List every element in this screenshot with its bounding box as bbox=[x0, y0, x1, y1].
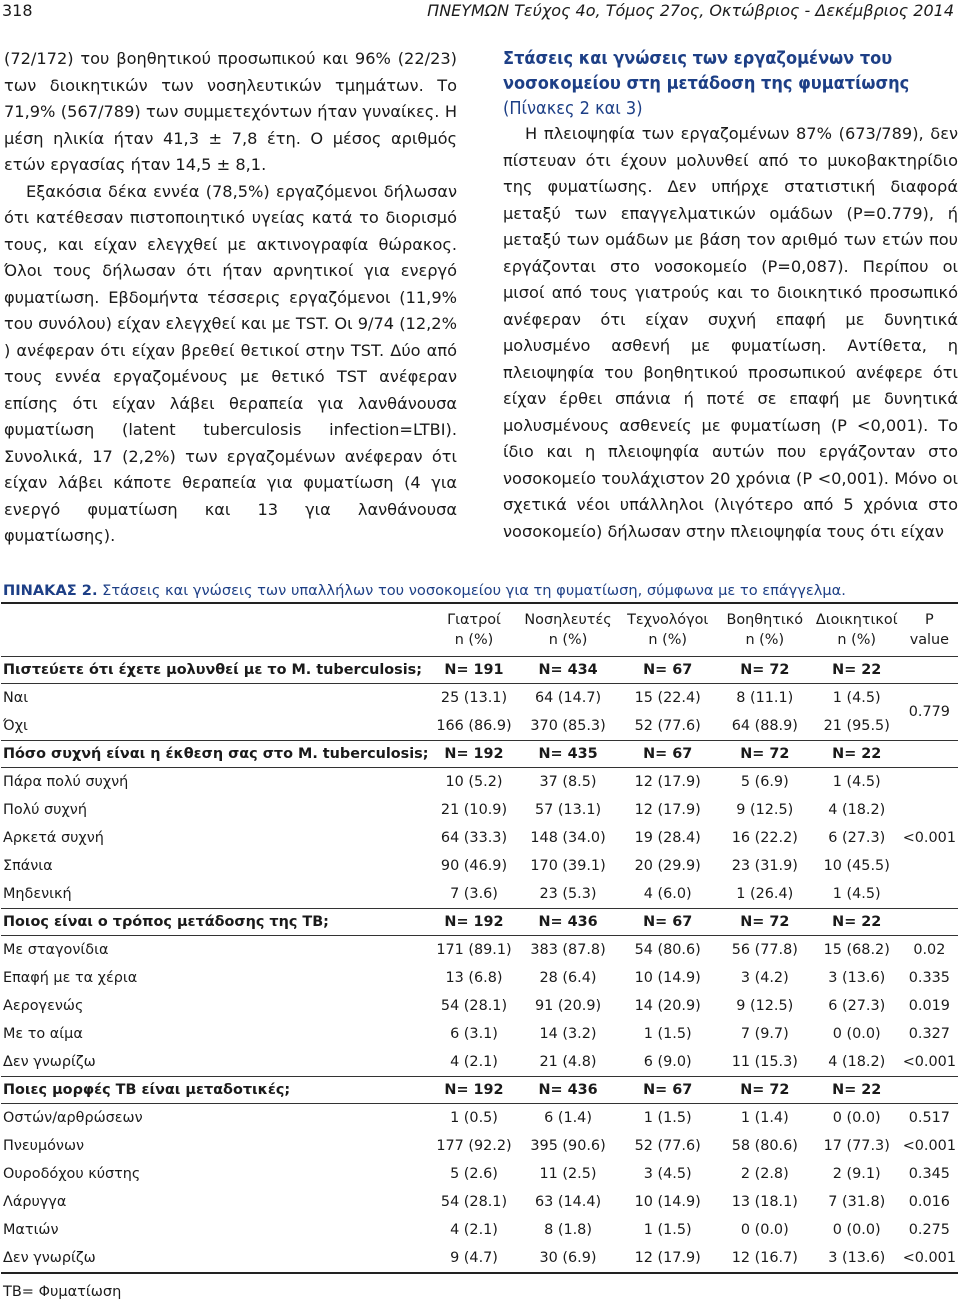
row-value: 0 (0.0) bbox=[832, 1222, 881, 1238]
data-table bbox=[1, 602, 958, 1274]
table-row bbox=[1, 824, 958, 852]
row-value: 1 (1.5) bbox=[643, 1026, 692, 1042]
table-row bbox=[1, 880, 958, 909]
header-nurses: Νοσηλευτές n (%) bbox=[524, 612, 612, 648]
row-value: 28 (6.4) bbox=[539, 970, 597, 986]
row-label: Ουροδόχου κύστης bbox=[3, 1166, 141, 1182]
section-n: N= 22 bbox=[832, 914, 882, 930]
section-n: N= 22 bbox=[832, 662, 882, 678]
row-pvalue: <0.001 bbox=[902, 1138, 956, 1154]
row-label: Μηδενική bbox=[3, 886, 72, 902]
row-value: 9 (4.7) bbox=[450, 1250, 498, 1266]
row-value: 7 (3.6) bbox=[450, 886, 498, 902]
table-row bbox=[1, 796, 958, 824]
row-value: 64 (33.3) bbox=[440, 830, 508, 846]
row-value: 6 (27.3) bbox=[828, 998, 886, 1014]
row-pvalue: 0.02 bbox=[913, 942, 946, 958]
section-n: N= 192 bbox=[444, 914, 504, 930]
table-caption-text: Στάσεις και γνώσεις των υπαλλήλων του νοσοκομείου για τη φυματίωση, σύμφωνα με το επάγγελμα. bbox=[97, 582, 846, 599]
table-row bbox=[1, 684, 958, 713]
running-head: ΠΝΕΥΜΩΝ Τεύχος 4ο, Τόμος 27ος, Οκτώβριος - Δεκέμβριος 2014 bbox=[427, 1, 954, 20]
row-value: 56 (77.8) bbox=[731, 942, 798, 958]
row-value: 1 (4.5) bbox=[832, 886, 881, 902]
page-header bbox=[0, 0, 960, 24]
row-pvalue: 0.345 bbox=[908, 1166, 950, 1182]
section-n: N= 22 bbox=[832, 746, 882, 762]
row-pvalue: 0.327 bbox=[908, 1026, 950, 1042]
row-value: 171 (89.1) bbox=[436, 942, 512, 958]
row-value: 170 (39.1) bbox=[530, 858, 606, 874]
page-number: 318 bbox=[2, 1, 33, 20]
row-label: Δεν γνωρίζω bbox=[3, 1250, 96, 1266]
table-row bbox=[1, 1244, 958, 1273]
row-label: Με σταγονίδια bbox=[3, 942, 109, 958]
section-n: N= 72 bbox=[740, 1082, 790, 1098]
row-value: 4 (18.2) bbox=[828, 1054, 886, 1070]
table-section-row bbox=[1, 741, 958, 768]
row-label: Σπάνια bbox=[3, 858, 53, 874]
table-row bbox=[1, 1160, 958, 1188]
row-label: Ναι bbox=[3, 690, 29, 706]
row-label: Πολύ συχνή bbox=[3, 802, 87, 818]
section-heading bbox=[503, 46, 958, 121]
left-paragraph-2: Εξακόσια δέκα εννέα (78,5%) εργαζόμενοι δήλωσαν ότι κατέθεσαν πιστοποιητικό υγείας κατά το διορισμό τους, και είχαν ελεγχθεί με ακτινογραφία θώρακος. Όλοι τους δήλωσαν ότι ήταν αρνητικοί για ενεργό φυματίωση. Εβδομήντα τέσσερις εργαζόμενοι (11,9% του συνόλου) είχαν ελεγχθεί και με TST. Οι 9/74 (12,2% ) ανέφεραν ότι είχαν βρεθεί θετικοί στην TST. Δύο από τους εννέα εργαζομένους με θετικό TST ανέφεραν επίσης ότι είχαν λάβει θεραπεία για λανθάνουσα φυματίωση (latent tuberculosis infection=LTBI). Συνολικά, 17 (2,2%) των εργαζομένων ανέφεραν ότι είχαν λάβει κάποτε θεραπεία για φυματίωση (4 για ενεργό φυματίωση και 13 για λανθάνουσα φυματίωσης). bbox=[4, 181, 457, 545]
row-value: 20 (29.9) bbox=[634, 858, 701, 874]
section-n: N= 191 bbox=[444, 662, 504, 678]
row-value: 3 (4.5) bbox=[643, 1166, 692, 1182]
section-n: N= 72 bbox=[740, 914, 790, 930]
row-value: 1 (4.5) bbox=[832, 690, 881, 706]
row-value: 166 (86.9) bbox=[436, 718, 512, 734]
section-n: N= 435 bbox=[538, 746, 598, 762]
row-value: 52 (77.6) bbox=[634, 1138, 701, 1154]
table-row bbox=[1, 1020, 958, 1048]
row-value: 4 (2.1) bbox=[450, 1222, 498, 1238]
group-pvalue: 0.779 bbox=[908, 704, 950, 720]
table-caption bbox=[3, 580, 958, 602]
row-value: 21 (10.9) bbox=[440, 802, 508, 818]
table-row bbox=[1, 712, 958, 741]
row-pvalue: 0.275 bbox=[908, 1222, 950, 1238]
table-footnote: TB= Φυματίωση bbox=[3, 1284, 122, 1300]
row-value: 370 (85.3) bbox=[530, 718, 606, 734]
row-value: 10 (14.9) bbox=[634, 1194, 701, 1210]
section-pvalue-blank bbox=[901, 657, 958, 684]
header-auxiliary: Βοηθητικό n (%) bbox=[726, 612, 804, 648]
table-row bbox=[1, 992, 958, 1020]
table-row bbox=[1, 1216, 958, 1244]
row-label: Αερογενώς bbox=[3, 998, 84, 1014]
row-label: Λάρυγγα bbox=[3, 1194, 67, 1210]
header-pvalue: P value bbox=[909, 612, 949, 648]
row-value: 17 (77.3) bbox=[823, 1138, 890, 1154]
row-value: 2 (9.1) bbox=[832, 1166, 881, 1182]
header-technicians: Τεχνολόγοι n (%) bbox=[627, 612, 709, 648]
row-value: 54 (28.1) bbox=[440, 998, 508, 1014]
table-header-row bbox=[1, 603, 958, 657]
section-n: N= 72 bbox=[740, 662, 790, 678]
row-pvalue: <0.001 bbox=[902, 1054, 956, 1070]
row-value: 6 (27.3) bbox=[828, 830, 886, 846]
row-value: 15 (22.4) bbox=[634, 690, 701, 706]
row-value: 14 (3.2) bbox=[539, 1026, 597, 1042]
row-pvalue: 0.517 bbox=[908, 1110, 950, 1126]
row-value: 11 (15.3) bbox=[731, 1054, 798, 1070]
row-value: 64 (88.9) bbox=[731, 718, 798, 734]
section-heading-subtitle: (Πίνακες 2 και 3) bbox=[503, 98, 643, 119]
row-value: 54 (28.1) bbox=[440, 1194, 508, 1210]
section-n: N= 67 bbox=[643, 662, 693, 678]
table-row bbox=[1, 852, 958, 880]
row-value: 23 (5.3) bbox=[539, 886, 597, 902]
table-section-row bbox=[1, 657, 958, 684]
row-value: 4 (2.1) bbox=[450, 1054, 498, 1070]
row-value: 177 (92.2) bbox=[436, 1138, 512, 1154]
row-value: 10 (5.2) bbox=[445, 774, 503, 790]
section-n: N= 192 bbox=[444, 1082, 504, 1098]
row-value: 13 (18.1) bbox=[731, 1194, 798, 1210]
row-value: 3 (13.6) bbox=[828, 1250, 886, 1266]
header-administrative: Διοικητικοί n (%) bbox=[815, 612, 898, 648]
row-value: 15 (68.2) bbox=[823, 942, 890, 958]
row-value: 64 (14.7) bbox=[534, 690, 602, 706]
row-value: 8 (1.8) bbox=[544, 1222, 592, 1238]
header-doctors: Γιατροί n (%) bbox=[447, 612, 501, 648]
section-n: N= 67 bbox=[643, 1082, 693, 1098]
header-blank bbox=[1, 603, 431, 657]
row-value: 8 (11.1) bbox=[736, 690, 794, 706]
row-value: 7 (31.8) bbox=[828, 1194, 886, 1210]
row-value: 3 (4.2) bbox=[740, 970, 789, 986]
row-value: 12 (17.9) bbox=[634, 802, 701, 818]
row-value: 23 (31.9) bbox=[731, 858, 798, 874]
right-column bbox=[503, 46, 958, 545]
row-label: Οστών/αρθρώσεων bbox=[3, 1110, 143, 1126]
row-pvalue: 0.019 bbox=[908, 998, 950, 1014]
row-label: Πνευμόνων bbox=[3, 1138, 85, 1154]
table-row bbox=[1, 1104, 958, 1133]
table-row bbox=[1, 1048, 958, 1077]
row-value: 6 (1.4) bbox=[544, 1110, 592, 1126]
section-title: Ποιος είναι ο τρόπος μετάδοσης της TB; bbox=[3, 914, 329, 930]
row-value: 4 (18.2) bbox=[828, 802, 886, 818]
group-pvalue: <0.001 bbox=[902, 830, 956, 846]
row-value: 383 (87.8) bbox=[530, 942, 606, 958]
row-value: 11 (2.5) bbox=[539, 1166, 597, 1182]
row-value: 90 (46.9) bbox=[440, 858, 508, 874]
row-pvalue: 0.016 bbox=[908, 1194, 950, 1210]
table-row bbox=[1, 936, 958, 965]
row-pvalue: <0.001 bbox=[902, 1250, 956, 1266]
row-value: 9 (12.5) bbox=[736, 998, 794, 1014]
row-value: 57 (13.1) bbox=[534, 802, 602, 818]
row-value: 4 (6.0) bbox=[643, 886, 692, 902]
row-label: Με το αίμα bbox=[3, 1026, 83, 1042]
row-value: 6 (9.0) bbox=[643, 1054, 692, 1070]
row-value: 395 (90.6) bbox=[530, 1138, 606, 1154]
left-paragraph-1: (72/172) του βοηθητικού προσωπικού και 96% (22/23) των διοικητικών των νοσηλευτικών τμημάτων. Το 71,9% (567/789) των συμμετεχόντων ήταν γυναίκες. Η μέση ηλικία ήταν 41,3 ± 7,8 έτη. Ο μέσος αριθμός ετών εργασίας ήταν 14,5 ± 8,1. bbox=[4, 49, 457, 174]
row-value: 21 (4.8) bbox=[539, 1054, 597, 1070]
row-value: 25 (13.1) bbox=[440, 690, 508, 706]
right-paragraph-1: Η πλειοψηφία των εργαζομένων 87% (673/789), δεν πίστευαν ότι έχουν μολυνθεί από το μυκοβακτηρίδιο της φυματίωσης. Δεν υπήρχε στατιστική διαφορά μεταξύ των επαγγελματικών ομάδων (P=0.779), ή μεταξύ των ομάδων με βάση τον αριθμό των ετών που εργάζονται στο νοσοκομείο (P=0,087). Περίπου οι μισοί από τους γιατρούς και το διοικητικό προσωπικό ανέφεραν ότι είχαν συχνή επαφή με δυνητικά μολυσμένο ασθενή με φυματίωση. Αντίθετα, η πλειοψηφία του βοηθητικού προσωπικού ανέφερε ότι είχαν έρθει σπάνια ή ποτέ σε επαφή με δυνητικά μολυσμένους ασθενείς με φυματίωση (P <0,001). Το ίδιο και η πλειοψηφία αυτών που εργάζονταν στο νοσοκομείο τουλάχιστον 20 χρόνια (P <0,001). Μόνο οι σχετικά νέοι υπάλληλοι (λιγότερο από 5 χρόνια στο νοσοκομείο) δήλωσαν στην πλειοψηφία τους ότι είχαν bbox=[503, 124, 958, 541]
row-value: 2 (2.8) bbox=[740, 1166, 789, 1182]
row-value: 19 (28.4) bbox=[634, 830, 701, 846]
section-n: N= 192 bbox=[444, 746, 504, 762]
row-value: 21 (95.5) bbox=[823, 718, 890, 734]
section-n: N= 67 bbox=[643, 914, 693, 930]
row-pvalue: 0.335 bbox=[908, 970, 950, 986]
row-value: 148 (34.0) bbox=[530, 830, 606, 846]
row-value: 1 (26.4) bbox=[736, 886, 794, 902]
row-value: 14 (20.9) bbox=[634, 998, 701, 1014]
row-value: 1 (1.4) bbox=[740, 1110, 789, 1126]
row-value: 91 (20.9) bbox=[534, 998, 602, 1014]
section-n: N= 22 bbox=[832, 1082, 882, 1098]
section-n: N= 436 bbox=[538, 914, 598, 930]
row-value: 0 (0.0) bbox=[740, 1222, 789, 1238]
section-pvalue-blank bbox=[901, 909, 958, 936]
section-heading-title: Στάσεις και γνώσεις των εργαζομένων του νοσοκομείου στη μετάδοση της φυματίωσης bbox=[503, 48, 910, 94]
row-value: 12 (17.9) bbox=[634, 1250, 701, 1266]
table-section-row bbox=[1, 909, 958, 936]
left-column bbox=[4, 46, 457, 550]
section-title: Ποιες μορφές TB είναι μεταδοτικές; bbox=[3, 1082, 291, 1098]
row-value: 12 (17.9) bbox=[634, 774, 701, 790]
row-value: 54 (80.6) bbox=[634, 942, 701, 958]
row-value: 7 (9.7) bbox=[740, 1026, 789, 1042]
row-value: 16 (22.2) bbox=[731, 830, 798, 846]
section-title: Πόσο συχνή είναι η έκθεση σας στο M. tuberculosis; bbox=[3, 746, 429, 762]
row-label: Αρκετά συχνή bbox=[3, 830, 104, 846]
row-value: 1 (1.5) bbox=[643, 1222, 692, 1238]
section-pvalue-blank bbox=[901, 1077, 958, 1104]
row-value: 1 (1.5) bbox=[643, 1110, 692, 1126]
row-value: 52 (77.6) bbox=[634, 718, 701, 734]
section-n: N= 434 bbox=[538, 662, 598, 678]
section-title: Πιστεύετε ότι έχετε μολυνθεί με το M. tuberculosis; bbox=[3, 662, 422, 678]
table-section-row bbox=[1, 1077, 958, 1104]
row-value: 13 (6.8) bbox=[445, 970, 503, 986]
section-pvalue-blank bbox=[901, 741, 958, 768]
table-caption-label: ΠΙΝΑΚΑΣ 2. bbox=[3, 582, 98, 599]
section-n: N= 436 bbox=[538, 1082, 598, 1098]
section-n: N= 72 bbox=[740, 746, 790, 762]
row-value: 63 (14.4) bbox=[534, 1194, 602, 1210]
row-value: 1 (0.5) bbox=[450, 1110, 498, 1126]
row-value: 0 (0.0) bbox=[832, 1026, 881, 1042]
table-row bbox=[1, 1132, 958, 1160]
row-value: 10 (45.5) bbox=[823, 858, 890, 874]
row-label: Ματιών bbox=[3, 1222, 59, 1238]
row-label: Επαφή με τα χέρια bbox=[3, 970, 138, 986]
table-row bbox=[1, 964, 958, 992]
row-value: 58 (80.6) bbox=[731, 1138, 798, 1154]
row-value: 3 (13.6) bbox=[828, 970, 886, 986]
row-value: 12 (16.7) bbox=[731, 1250, 798, 1266]
row-value: 9 (12.5) bbox=[736, 802, 794, 818]
section-n: N= 67 bbox=[643, 746, 693, 762]
row-value: 6 (3.1) bbox=[450, 1026, 498, 1042]
row-value: 5 (2.6) bbox=[450, 1166, 498, 1182]
row-value: 37 (8.5) bbox=[539, 774, 597, 790]
row-label: Δεν γνωρίζω bbox=[3, 1054, 96, 1070]
row-value: 5 (6.9) bbox=[740, 774, 789, 790]
table-row bbox=[1, 768, 958, 797]
row-value: 1 (4.5) bbox=[832, 774, 881, 790]
row-label: Όχι bbox=[3, 718, 28, 734]
row-value: 0 (0.0) bbox=[832, 1110, 881, 1126]
table-body bbox=[1, 657, 958, 1274]
table-row bbox=[1, 1188, 958, 1216]
row-label: Πάρα πολύ συχνή bbox=[3, 774, 129, 790]
row-value: 30 (6.9) bbox=[539, 1250, 597, 1266]
row-value: 10 (14.9) bbox=[634, 970, 701, 986]
